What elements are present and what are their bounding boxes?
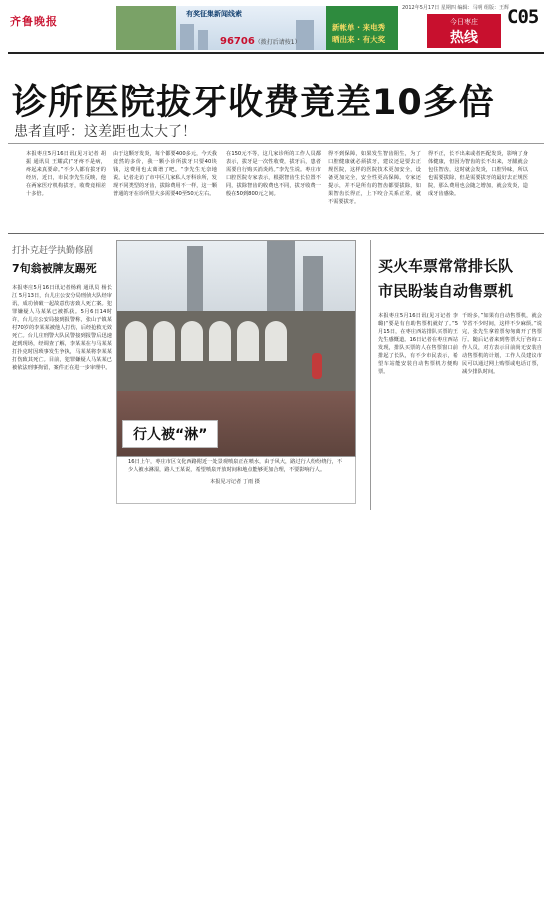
photo-credit: 本报见习记者 丁雨 摄	[210, 479, 260, 485]
column-divider	[370, 240, 371, 510]
main-story-column: 得不正，长不出来或者匹配发炎，影响了身体健康，但因为智齿的长不出来，牙龈就会包住智齿，这时就会发炎，口腔异味，所以也需要拔除，但是需要拔牙的最好去正规医院，那么费用也会随之增加，就会发炎，造成牙齿感染。	[428, 151, 528, 197]
promo-banner	[326, 6, 398, 50]
banner-photo	[116, 6, 176, 50]
left-story-kicker: 打扑克赶学执勤修剧	[12, 246, 94, 256]
ad-banner	[116, 6, 326, 50]
banner-headline: 有奖征集新闻线索	[186, 10, 242, 18]
right-story-column: 本报枣庄5月16日讯(见习记者 李璐)“要是有自助售票机就好了。”5月15日，在枣庄西站排队买票的王先生感慨道。16日记者在枣庄西站发现，排队买票的人在售票窗口前排起了长队，有不少市民表示，希望车站能安装自动售票机方便购票。	[378, 313, 458, 375]
main-story-column: 由于这颗牙发炎，每个都要400多元，今天我竟然的多价，我一颗小诊所拔牙只要40块钱，这费用也太离谱了吧。“李先生无奈地说。记者走访了市中区几家私人牙科诊所，发现不同类型的牙齿，拔除费用不一样，这一颗普通的牙在诊所里大多需要40至50元左右。	[113, 151, 217, 197]
main-subheadline: 患者直呼：这差距也太大了！	[14, 124, 196, 140]
main-story-column: 在150元不等，这几家诊所的工作人员都表示，拔牙是一次性收费，拔牙后，患者需要自行购买消炎药。”李先生说。枣庄市口腔医院专家表示，根据智齿生长位置不同，拔除智齿的收费也不同，拔牙收费一般在50到800元之间。	[226, 151, 321, 197]
newspaper-logo: 齐鲁晚报	[10, 15, 58, 28]
banner-building	[180, 24, 194, 50]
photo-building	[187, 246, 203, 316]
promo-line-1: 新帐单 · 来电秀	[332, 23, 386, 32]
photo-fountain-arch	[209, 321, 231, 361]
photo-building	[267, 241, 295, 316]
photo-pedestrian	[312, 353, 322, 379]
main-headline: 诊所医院拔牙收费竟差10多倍	[12, 83, 495, 123]
section-divider	[8, 233, 544, 234]
photo-fountain-arch	[237, 321, 259, 361]
left-story-body: 本报枣庄5月16日讯记者杨莉 通讯员 杨长江 5月13日，台儿庄公安分局刑侦大队经审讯，成功侦破一起故意伤害致人死亡案。犯罪嫌疑人马某某已被抓获。5月6日14时许，台儿庄公安局接到报警称，张山子镇某村70岁的李某某被他人打伤，后经抢救无效死亡。台儿庄刑警大队民警接到报警后迅速赶到现场，经调查了解，李某某在与马某某打扑克时因琐事发生争执，马某某将李某某打伤致其死亡。目前，犯罪嫌疑人马某某已被依法刑事拘留，案件正在进一步审理中。	[12, 285, 112, 371]
section-label	[427, 14, 501, 48]
masthead-rule	[8, 52, 544, 54]
main-story-column: 本报枣庄5月16日讯(见习记者 胡振 通讯员 王耀武)“牙疼不是病，疼起来真要命。”不少人都有拔牙的经历，近日，市民李先生反映，他在两家医疗机构拔牙，收费竟相差十多倍。	[26, 151, 106, 197]
dateline: 2012年5月17日 星期四 编辑：马明 组版：王辉	[402, 5, 510, 11]
right-story-title-line1: 买火车票常常排长队	[378, 257, 514, 275]
photo-caption-text: 16日上午，枣庄市区文化西路附近一处景观喷泉正在喷水，由于风大，路过行人纷纷绕行，不少人被水淋湿，路人王某说，希望喷泉开放时间和地点能够更加合理，不要影响行人。	[128, 459, 343, 473]
banner-phone	[220, 36, 301, 47]
section-sub: 今日枣庄	[450, 18, 478, 26]
section-main: 热线	[450, 30, 478, 46]
photo-fountain-arch	[153, 321, 175, 361]
banner-phone-number: 96706	[220, 36, 255, 47]
photo-fountain-arch	[265, 321, 287, 361]
photo-fountain-arch	[181, 321, 203, 361]
right-story-column: 千盼多，”如果有自动售票机，就会节省不少时间，这样不少麻烦。”说完，张先生拿着票匆匆离开了售票厅。随后记者来到售票大厅咨询工作人员，对方表示目前尚无安装自动售票机的计划，工作人员建议市民可以通过网上购票或电话订票，减少排队时间。	[462, 313, 542, 375]
left-story-title: 7旬翁被牌友踢死	[12, 262, 97, 275]
banner-building	[198, 30, 208, 50]
page-number: C05	[507, 6, 539, 28]
banner-phone-note: （拨打后请按1）	[254, 39, 301, 46]
photo-building	[303, 256, 323, 316]
headline-rule	[8, 143, 544, 144]
right-story-title-line2: 市民盼装自动售票机	[378, 282, 514, 300]
main-story-column: 得不到保障，如果发生智齿阻生，为了口腔健康就必须拔牙，建议还是要去正规医院，这样的医院技术更加安全，设备更加完全，安全性更高保障。专家还提示，并不是所有的智齿都要拔除，如果智齿长得正，上下咬合关系正常，就不需要拔牙。	[328, 151, 421, 205]
photo-fountain-arch	[125, 321, 147, 361]
photo-caption-title: 行人被“淋”	[122, 420, 218, 448]
promo-line-2: 晒出来 · 有大奖	[332, 35, 386, 44]
